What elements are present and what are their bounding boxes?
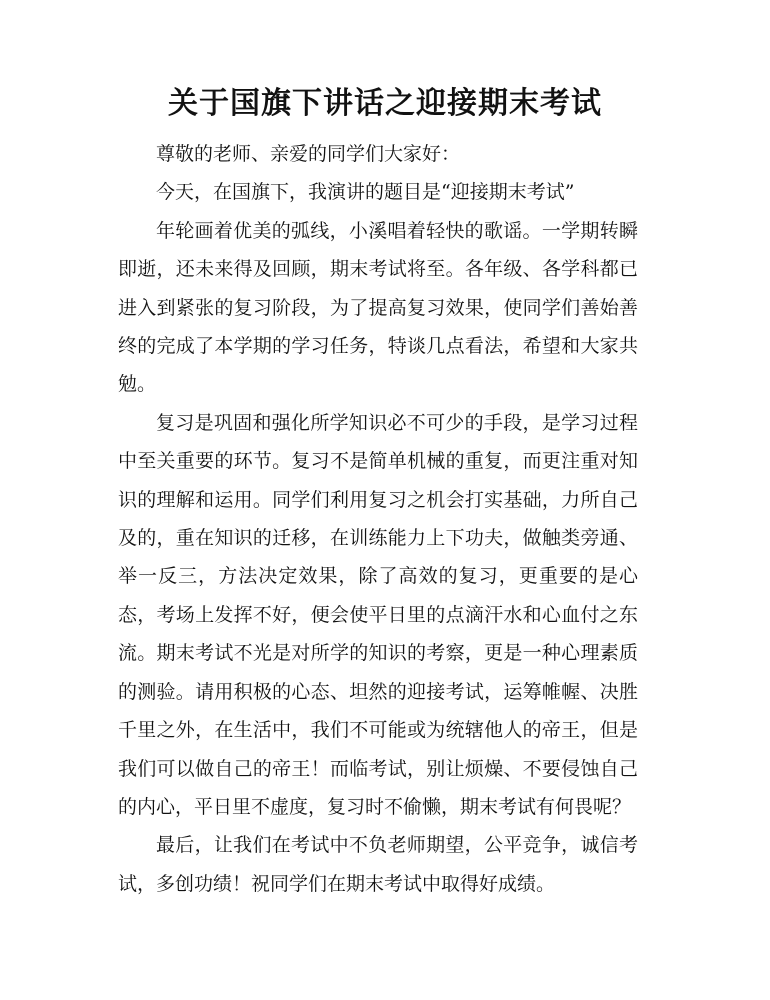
paragraph-topic: 今天，在国旗下，我演讲的题目是“迎接期末考试” [156, 181, 575, 204]
paragraph-greeting: 尊敬的老师、亲爱的同学们大家好： [156, 143, 461, 165]
paragraph-review: 复习是巩固和强化所学知识必不可少的手段，是学习过程中至关重要的环节。复习不是简单机械的重复，而更注重对知识的理解和运用。同学们利用复习之机会打实基础，力所自己及的，重在知识的迁移，在训练能力上下功夫，做触类旁通、举一反三，方法决定效果，除了高效的复习，更重要的是心态，考场上发挥不好，便会使平日里的点滴汗水和心血付之东流。期末考试不光是对所学的知识的考察，更是一种心理素质的测验。请用积极的心态、坦然的迎接考试，运筹帷幄、决胜千里之外，在生活中，我们不可能或为统辖他人的帝王，但是我们可以做自己的帝王！而临考试，别让烦燥、不要侵蚀自己的内心，平日里不虚度，复习时不偷懒，期末考试有何畏呢？ [118, 411, 638, 818]
document-title: 关于国旗下讲话之迎接期末考试 [168, 86, 602, 121]
document-body [118, 135, 638, 903]
paragraph-closing: 最后，让我们在考试中不负老师期望，公平竞争，诚信考试，多创功绩！祝同学们在期末考试中取得好成绩。 [118, 834, 638, 895]
paragraph-intro: 年轮画着优美的弧线，小溪唱着轻快的歌谣。一学期转瞬即逝，还未来得及回顾，期末考试将至。各年级、各学科都已进入到紧张的复习阶段，为了提高复习效果，使同学们善始善终的完成了本学期的学习任务，特谈几点看法，希望和大家共勉。 [118, 219, 638, 396]
